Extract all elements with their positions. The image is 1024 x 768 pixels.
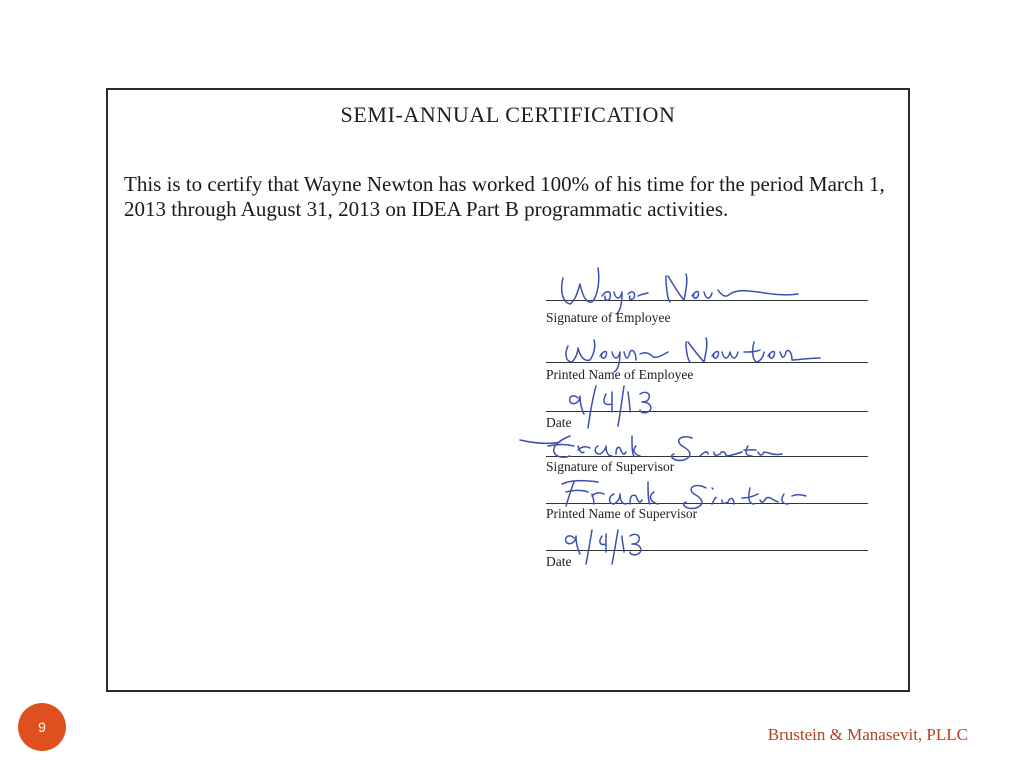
supervisor-name-caption: Printed Name of Supervisor [546, 506, 698, 521]
employee-date-caption: Date [546, 415, 572, 430]
certification-statement: This is to certify that Wayne Newton has worked 100% of his time for the period March 1, 2013 through August 31, 2013 on IDEA Part B programmatic activities. [124, 172, 885, 221]
employee-name-caption: Printed Name of Employee [546, 367, 694, 382]
firm-name: Brustein & Manasevit, PLLC [767, 725, 968, 744]
employee-signature-caption: Signature of Employee [546, 310, 671, 325]
supervisor-signature-caption: Signature of Supervisor [546, 459, 675, 474]
page-number-badge: 9 [18, 703, 66, 751]
supervisor-date-caption: Date [546, 554, 572, 569]
supervisor-date-handwriting [108, 90, 912, 694]
document-title: SEMI-ANNUAL CERTIFICATION [340, 102, 676, 127]
certification-document [106, 88, 910, 692]
